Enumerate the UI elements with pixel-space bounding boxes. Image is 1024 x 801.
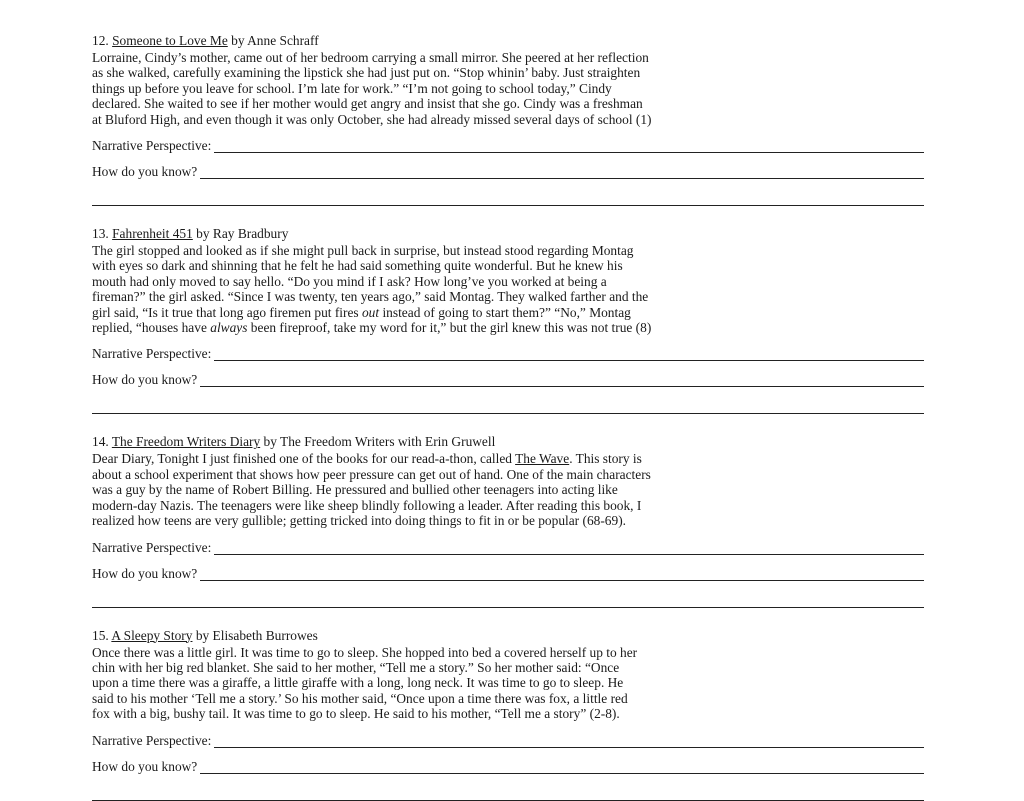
answer-line[interactable] bbox=[214, 348, 924, 361]
item-number: 13. bbox=[92, 226, 109, 242]
passage-text: girl said, “Is it true that long ago firemen put fires bbox=[92, 304, 362, 320]
item-number: 12. bbox=[92, 33, 109, 48]
emphasis-text: always bbox=[210, 320, 248, 336]
passage-line: declared. She waited to see if her mother would get angry and insist that she go. Cindy was a freshman bbox=[92, 96, 643, 112]
section-heading bbox=[92, 226, 932, 242]
book-author: by Elisabeth Burrowes bbox=[195, 627, 318, 643]
narrative-perspective-field[interactable] bbox=[92, 732, 932, 748]
answer-line[interactable] bbox=[200, 761, 924, 774]
answer-line[interactable] bbox=[200, 374, 924, 387]
book-author: by Anne Schraff bbox=[231, 33, 319, 48]
passage-line: Once there was a little girl. It was time to go to sleep. She hopped into bed a covered herself up to her bbox=[92, 644, 638, 660]
passage-line: said to his mother ‘Tell me a story.’ So his mother said, “Once upon a time there was fox, a little red bbox=[92, 690, 628, 706]
passage-line bbox=[92, 305, 932, 320]
how-do-you-know-label: How do you know? bbox=[92, 758, 198, 774]
passage-line: at Bluford High, and even though it was only October, she had already missed several days of school (1) bbox=[92, 111, 652, 127]
passage-line: as she walked, carefully examining the lipstick she had just put on. “Stop whinin’ baby. Just straighten bbox=[92, 65, 641, 81]
book-title: Someone to Love Me bbox=[112, 33, 228, 48]
passage-text: . This story is bbox=[569, 451, 642, 467]
passage-line: was a guy by the name of Robert Billing. He pressured and bullied other teenagers into acting like bbox=[92, 482, 618, 498]
book-title-inline: The Wave bbox=[515, 451, 570, 467]
section-12 bbox=[92, 33, 932, 206]
section-13 bbox=[92, 226, 932, 414]
passage bbox=[92, 243, 932, 335]
how-do-you-know-label: How do you know? bbox=[92, 565, 198, 581]
passage bbox=[92, 451, 932, 528]
emphasis-text: out bbox=[361, 304, 380, 320]
answer-line[interactable] bbox=[214, 735, 924, 748]
answer-line-extra[interactable] bbox=[92, 401, 924, 414]
answer-line[interactable] bbox=[200, 166, 924, 179]
answer-line-extra[interactable] bbox=[92, 193, 924, 206]
section-15 bbox=[92, 628, 932, 801]
how-do-you-know-field[interactable] bbox=[92, 565, 932, 581]
section-heading bbox=[92, 628, 932, 644]
passage-line: The girl stopped and looked as if she might pull back in surprise, but instead stood regarding Montag bbox=[92, 243, 634, 259]
answer-line[interactable] bbox=[214, 542, 924, 555]
passage-line: fox with a big, bushy tail. It was time to go to sleep. He said to his mother, “Tell me a story” (2-8). bbox=[92, 706, 620, 722]
how-do-you-know-label: How do you know? bbox=[92, 164, 198, 180]
passage-line bbox=[92, 320, 932, 335]
book-title: The Freedom Writers Diary bbox=[111, 434, 261, 450]
passage-line: upon a time there was a giraffe, a little giraffe with a long, long neck. It was time to go to sleep. He bbox=[92, 675, 624, 691]
book-author: by Ray Bradbury bbox=[196, 226, 289, 242]
passage-text: been fireproof, take my word for it,” but the girl knew this was not true (8) bbox=[247, 320, 652, 336]
passage-line: mouth had only moved to say hello. “Do you mind if I ask? How long’ve you worked at being a bbox=[92, 273, 607, 289]
narrative-perspective-label: Narrative Perspective: bbox=[92, 138, 212, 154]
how-do-you-know-field[interactable] bbox=[92, 163, 932, 179]
answer-line[interactable] bbox=[214, 140, 924, 153]
narrative-perspective-field[interactable] bbox=[92, 137, 932, 153]
passage-line: with eyes so dark and shinning that he felt he had said something quite wonderful. But he knew his bbox=[92, 258, 623, 274]
answer-line-extra[interactable] bbox=[92, 788, 924, 801]
how-do-you-know-field[interactable] bbox=[92, 371, 932, 387]
passage-text: instead of going to start them?” “No,” Montag bbox=[379, 304, 631, 320]
passage-line: chin with her big red blanket. She said to her mother, “Tell me a story.” So her mother said: “Once bbox=[92, 659, 620, 675]
passage-line: modern-day Nazis. The teenagers were like sheep blindly following a leader. After reading this book, I bbox=[92, 497, 642, 513]
book-title: A Sleepy Story bbox=[111, 627, 193, 643]
item-number: 15. bbox=[92, 627, 109, 643]
section-heading bbox=[92, 434, 932, 450]
narrative-perspective-field[interactable] bbox=[92, 345, 932, 361]
passage-line: things up before you leave for school. I’m late for work.” “I’m not going to school today,” Cindy bbox=[92, 80, 612, 96]
book-title: Fahrenheit 451 bbox=[112, 226, 193, 242]
section-heading bbox=[92, 33, 932, 49]
narrative-perspective-label: Narrative Perspective: bbox=[92, 346, 212, 362]
answer-line[interactable] bbox=[200, 568, 924, 581]
how-do-you-know-field[interactable] bbox=[92, 758, 932, 774]
passage-text: replied, “houses have bbox=[92, 320, 211, 336]
section-14 bbox=[92, 434, 932, 607]
narrative-perspective-field[interactable] bbox=[92, 539, 932, 555]
passage-text: Dear Diary, Tonight I just finished one of the books for our read-a-thon, called bbox=[92, 451, 516, 467]
passage-line: Lorraine, Cindy’s mother, came out of her bedroom carrying a small mirror. She peered at her reflection bbox=[92, 50, 649, 65]
narrative-perspective-label: Narrative Perspective: bbox=[92, 539, 212, 555]
passage-line bbox=[92, 451, 932, 466]
narrative-perspective-label: Narrative Perspective: bbox=[92, 732, 212, 748]
how-do-you-know-label: How do you know? bbox=[92, 372, 198, 388]
passage-line: realized how teens are very gullible; getting tricked into doing things to fit in or be popular (68-69). bbox=[92, 513, 626, 529]
book-author: by The Freedom Writers with Erin Gruwell bbox=[263, 434, 496, 450]
answer-line-extra[interactable] bbox=[92, 595, 924, 608]
passage bbox=[92, 50, 932, 127]
passage bbox=[92, 645, 932, 722]
passage-line: fireman?” the girl asked. “Since I was twenty, ten years ago,” said Montag. They walked farther and the bbox=[92, 289, 649, 305]
item-number: 14. bbox=[92, 434, 109, 450]
passage-line: about a school experiment that shows how peer pressure can get out of hand. One of the main characters bbox=[92, 466, 651, 482]
